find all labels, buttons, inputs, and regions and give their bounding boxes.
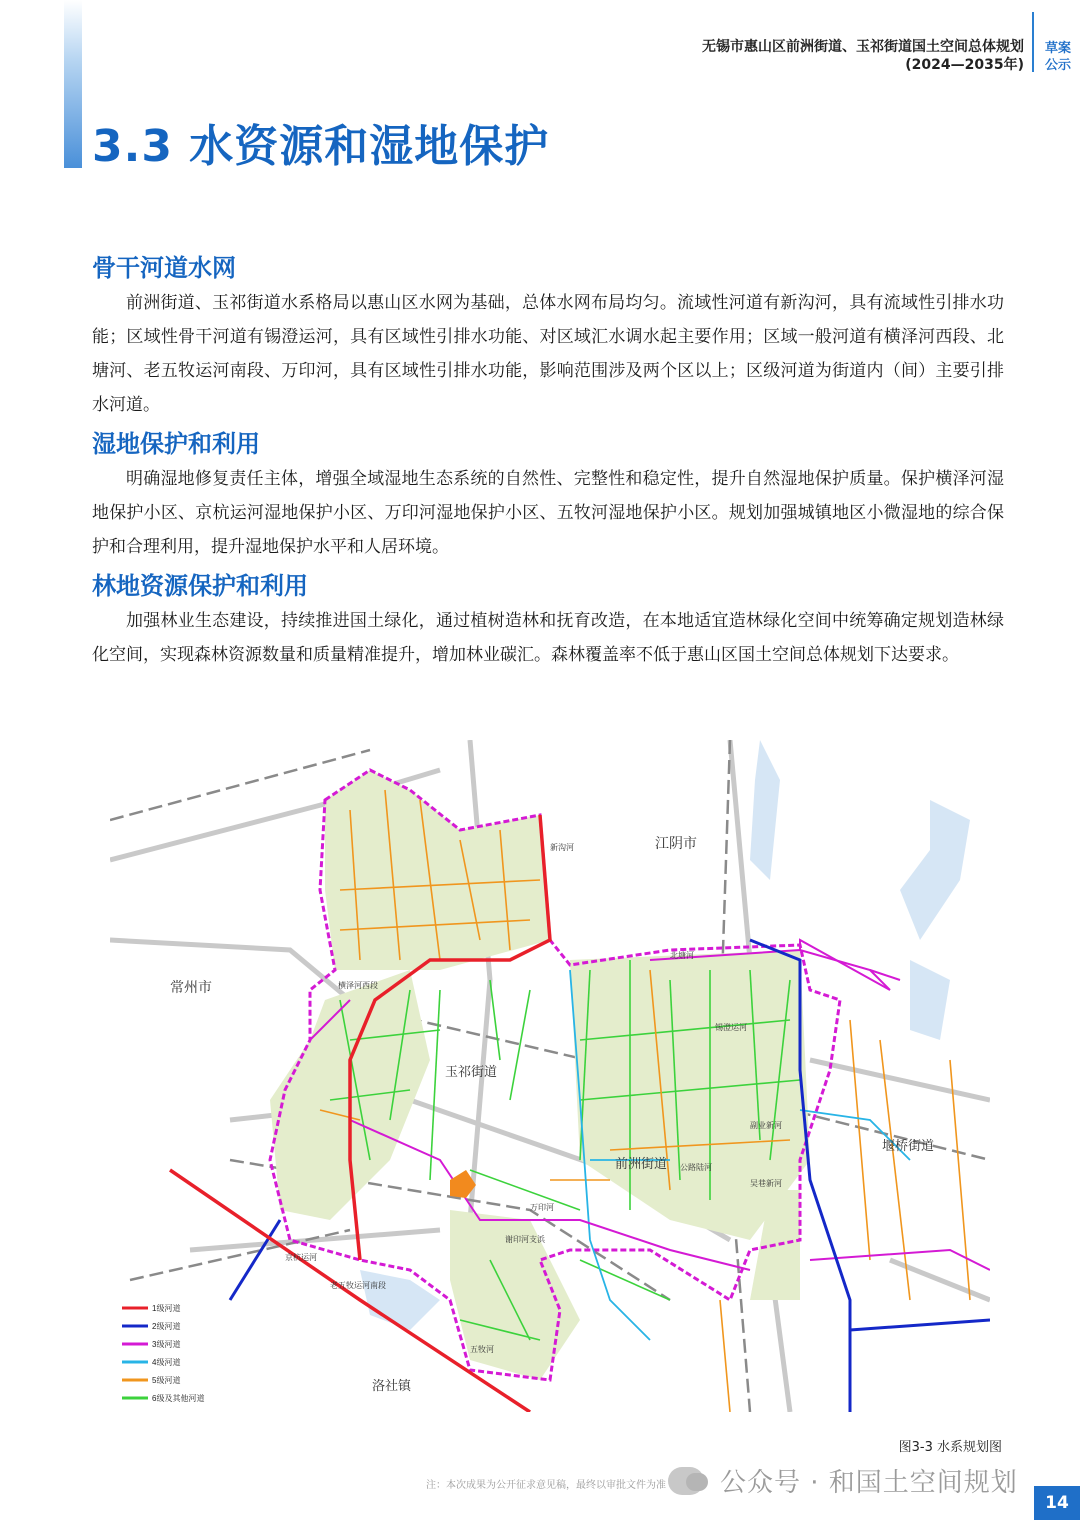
label-wumu: 五牧河 [470, 1345, 494, 1354]
water-system-map [110, 740, 990, 1412]
label-fuyexinhe: 副业新河 [750, 1121, 782, 1130]
heading-river-network: 骨干河道水网 [92, 254, 236, 282]
footnote: 注：本次成果为公开征求意见稿，最终以审批文件为准 [426, 1480, 666, 1491]
label-jinghang: 京杭运河 [285, 1253, 317, 1262]
label-yuqi: 玉祁街道 [445, 1064, 498, 1079]
label-wanyin: 万印河 [530, 1203, 554, 1212]
heading-forest: 林地资源保护和利用 [92, 572, 308, 600]
page-number: 14 [1034, 1486, 1080, 1520]
label-yanqiao: 堰桥街道 [882, 1138, 935, 1153]
plan-title [702, 38, 1024, 74]
label-gongluqiao: 公路陆河 [680, 1163, 712, 1172]
watermark-text: 公众号 · 和国土空间规划 [720, 1468, 1018, 1498]
legend-label-3: 3级河道 [152, 1340, 181, 1349]
legend-label-6: 6级及其他河道 [152, 1394, 205, 1403]
legend-label-4: 4级河道 [152, 1358, 181, 1367]
label-changzhou: 常州市 [170, 979, 212, 995]
header-divider [1032, 12, 1034, 72]
section-title: 3.3 水资源和湿地保护 [92, 121, 550, 172]
section-accent-bar [64, 0, 82, 168]
label-jiangyin: 江阴市 [655, 835, 697, 851]
label-jingzhou: 锡澄运河 [715, 1023, 747, 1032]
map-svg [110, 740, 990, 1412]
label-wuxiangxinhe: 吴巷新河 [750, 1179, 782, 1188]
label-laowumu: 老五牧运河南段 [330, 1281, 386, 1290]
draft-badge-line1: 草案 [1044, 41, 1071, 56]
legend-label-5: 5级河道 [152, 1376, 181, 1385]
label-xieyinhe: 谢印河支浜 [505, 1235, 545, 1244]
label-xingou: 新沟河 [550, 843, 574, 852]
label-hengze-west: 横泽河西段 [338, 981, 378, 990]
plan-title-line1: 无锡市惠山区前洲街道、玉祁街道国土空间总体规划 [702, 39, 1024, 55]
draft-badge-line2: 公示 [1044, 58, 1071, 73]
heading-wetland: 湿地保护和利用 [92, 430, 260, 458]
label-qianzhou: 前洲街道 [615, 1156, 668, 1171]
legend-label-2: 2级河道 [152, 1322, 181, 1331]
paragraph-forest: 加强林业生态建设，持续推进国土绿化，通过植树造林和抚育改造，在本地适宜造林绿化空间中统筹确定规划造林绿化空间，实现森林资源数量和质量精准提升，增加林业碳汇。森林覆盖率不低于惠山区国土空间总体规划下达要求。 [92, 611, 1004, 665]
label-luoshe: 洛社镇 [372, 1378, 412, 1393]
plan-title-line2: (2024—2035年) [905, 57, 1024, 73]
figure-caption: 图3-3 水系规划图 [898, 1440, 1002, 1455]
paragraph-wetland: 明确湿地修复责任主体，增强全域湿地生态系统的自然性、完整性和稳定性，提升自然湿地保护质量。保护横泽河湿地保护小区、京杭运河湿地保护小区、万印河湿地保护小区、五牧河湿地保护小区。规划加强城镇地区小微湿地的综合保护和合理利用，提升湿地保护水平和人居环境。 [92, 469, 1004, 557]
label-beitang: 北塘河 [670, 951, 694, 960]
draft-badge [1040, 40, 1076, 74]
watermark [668, 1462, 1018, 1499]
legend-label-1: 1级河道 [152, 1304, 181, 1313]
wechat-icon [668, 1467, 704, 1495]
paragraph-river-network: 前洲街道、玉祁街道水系格局以惠山区水网为基础，总体水网布局均匀。流域性河道有新沟河，具有流域性引排水功能；区域性骨干河道有锡澄运河，具有区域性引排水功能、对区域汇水调水起主要作用；区域一般河道有横泽河西段、北塘河、老五牧运河南段、万印河，具有区域性引排水功能，影响范围涉及两个区以上；区级河道为街道内（间）主要引排水河道。 [92, 293, 1004, 415]
